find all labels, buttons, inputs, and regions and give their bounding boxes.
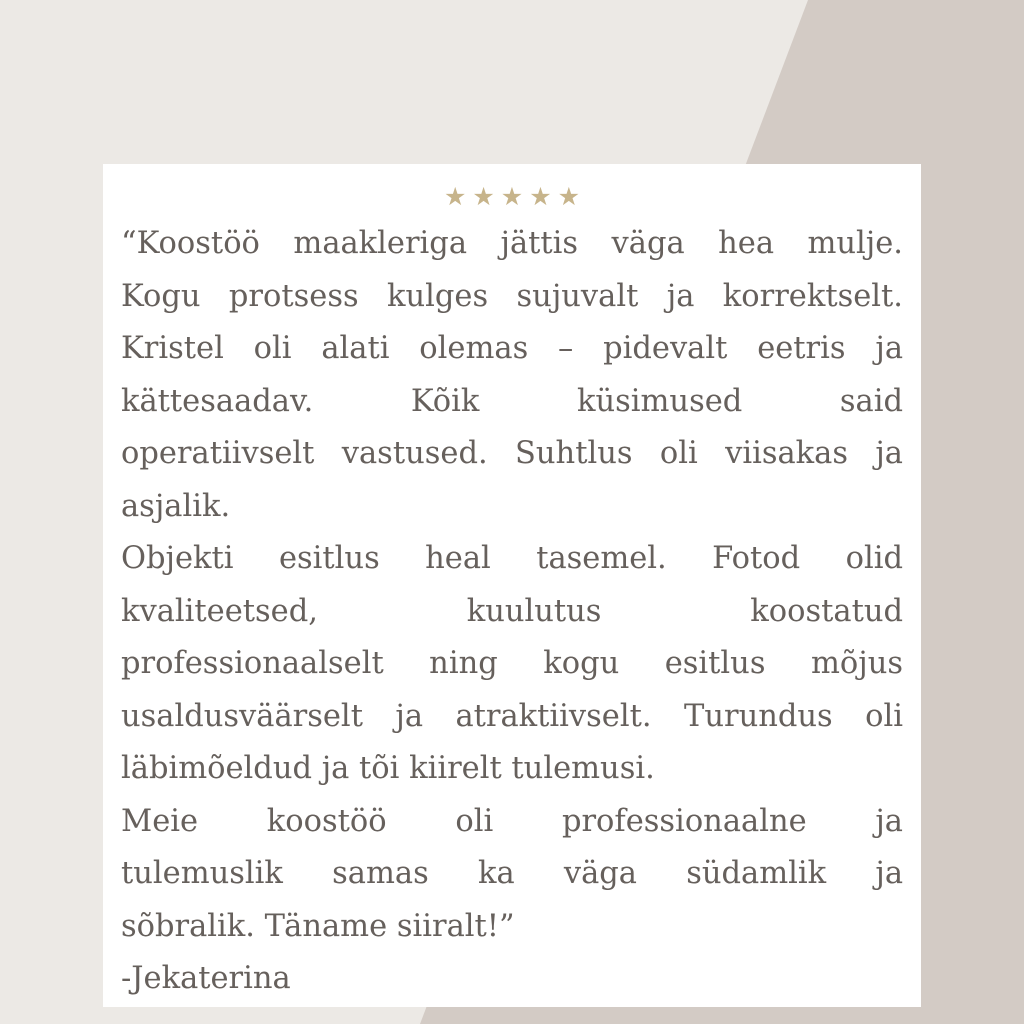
testimonial-paragraph-3 [121, 796, 903, 954]
testimonial-paragraph-2 [121, 533, 903, 796]
text-line: Kristel oli alati olemas – pidevalt eetris ja [121, 331, 903, 366]
testimonial-paragraph-1 [121, 218, 903, 533]
text-line: professionaalselt ning kogu esitlus mõjus [121, 646, 903, 681]
text-line: asjalik. [121, 488, 231, 524]
testimonial-text [121, 218, 903, 1006]
text-line: operatiivselt vastused. Suhtlus oli viisakas ja [121, 436, 903, 471]
text-line: Kogu protsess kulges sujuvalt ja korrektselt. [121, 278, 903, 314]
text-line: tulemuslik samas ka väga südamlik ja [121, 856, 903, 891]
text-line: sõbralik. Täname siiralt!” [121, 908, 515, 944]
text-line: kvaliteetsed, kuulutus koostatud [121, 593, 903, 629]
text-line: Meie koostöö oli professionaalne ja [121, 803, 903, 839]
testimonial-author: -Jekaterina [121, 961, 291, 996]
testimonial-card [103, 164, 921, 1007]
text-line: “Koostöö maakleriga jättis väga hea mulje. [121, 226, 903, 261]
star-rating: ★★★★★ [443, 182, 587, 211]
text-line: läbimõeldud ja tõi kiirelt tulemusi. [121, 751, 655, 786]
text-line: kättesaadav. Kõik küsimused said [121, 383, 903, 419]
text-line: usaldusväärselt ja atraktiivselt. Turundus oli [121, 698, 903, 734]
text-line: Objekti esitlus heal tasemel. Fotod olid [121, 541, 903, 576]
